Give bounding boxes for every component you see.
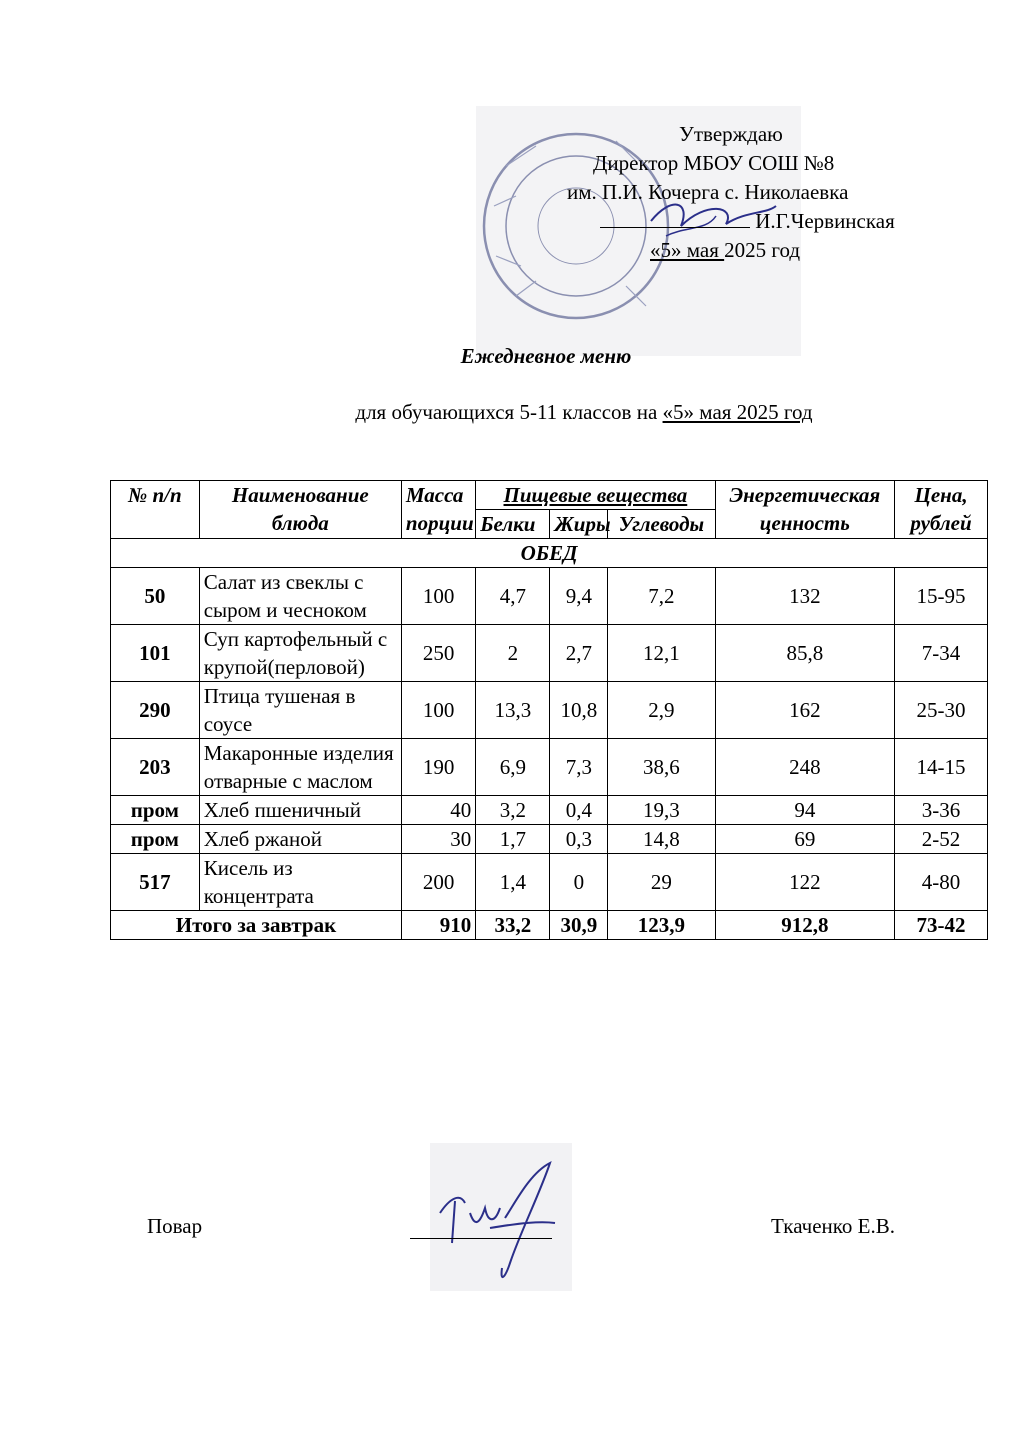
header-name: Наименование блюда xyxy=(199,481,401,539)
total-proteins: 33,2 xyxy=(476,911,550,940)
page-subtitle xyxy=(0,400,1024,425)
cell-energy: 248 xyxy=(715,739,895,796)
cell-proteins: 3,2 xyxy=(476,796,550,825)
cell-energy: 85,8 xyxy=(715,625,895,682)
cook-signature-area xyxy=(430,1143,572,1291)
cell-energy: 132 xyxy=(715,568,895,625)
cell-num: 517 xyxy=(111,854,200,911)
cell-name: Хлеб ржаной xyxy=(199,825,401,854)
cook-signature-line xyxy=(410,1238,552,1239)
cell-mass: 30 xyxy=(401,825,475,854)
cell-proteins: 6,9 xyxy=(476,739,550,796)
signature-icon xyxy=(430,1143,572,1291)
cell-energy: 69 xyxy=(715,825,895,854)
cell-price: 14-15 xyxy=(895,739,988,796)
header-num: № п/п xyxy=(111,481,200,539)
approval-line-3: им. П.И. Кочерга с. Николаевка xyxy=(567,180,849,204)
cell-mass: 40 xyxy=(401,796,475,825)
table-row xyxy=(111,625,988,682)
table-row xyxy=(111,825,988,854)
cell-proteins: 2 xyxy=(476,625,550,682)
menu-table xyxy=(110,480,988,940)
approval-date-year: 2025 год xyxy=(724,238,801,262)
cell-name: Салат из свеклы с сыром и чесноком xyxy=(199,568,401,625)
cell-mass: 100 xyxy=(401,682,475,739)
cell-energy: 94 xyxy=(715,796,895,825)
cell-carbs: 29 xyxy=(608,854,715,911)
total-energy: 912,8 xyxy=(715,911,895,940)
table-row xyxy=(111,739,988,796)
cell-proteins: 13,3 xyxy=(476,682,550,739)
total-carbs: 123,9 xyxy=(608,911,715,940)
page-title: Ежедневное меню xyxy=(460,344,632,368)
cell-proteins: 1,7 xyxy=(476,825,550,854)
total-price: 73-42 xyxy=(895,911,988,940)
cell-carbs: 2,9 xyxy=(608,682,715,739)
section-row xyxy=(111,539,988,568)
cell-name: Кисель из концентрата xyxy=(199,854,401,911)
cell-price: 3-36 xyxy=(895,796,988,825)
cell-num: 203 xyxy=(111,739,200,796)
table-row xyxy=(111,682,988,739)
cell-mass: 190 xyxy=(401,739,475,796)
header-energy: Энергетическая ценность xyxy=(715,481,895,539)
header-proteins: Белки xyxy=(476,510,550,539)
cell-carbs: 38,6 xyxy=(608,739,715,796)
subtitle-date: «5» мая 2025 год xyxy=(662,400,813,424)
cell-num: 290 xyxy=(111,682,200,739)
cell-carbs: 19,3 xyxy=(608,796,715,825)
table-header-row xyxy=(111,481,988,510)
cell-mass: 250 xyxy=(401,625,475,682)
total-label: Итого за завтрак xyxy=(111,911,402,940)
total-row xyxy=(111,911,988,940)
cell-carbs: 7,2 xyxy=(608,568,715,625)
cell-carbs: 12,1 xyxy=(608,625,715,682)
signatory-name: И.Г.Червинская xyxy=(755,209,895,233)
cell-fats: 0,4 xyxy=(550,796,608,825)
cell-mass: 200 xyxy=(401,854,475,911)
cell-num: пром xyxy=(111,825,200,854)
signature-blank xyxy=(600,207,750,228)
cell-proteins: 4,7 xyxy=(476,568,550,625)
header-price: Цена, рублей xyxy=(895,481,988,539)
header-nutrients: Пищевые вещества xyxy=(476,481,715,510)
cook-role: Повар xyxy=(147,1214,203,1238)
approval-date xyxy=(650,236,800,265)
cell-name: Суп картофельный с крупой(перловой) xyxy=(199,625,401,682)
cell-proteins: 1,4 xyxy=(476,854,550,911)
cell-fats: 7,3 xyxy=(550,739,608,796)
subtitle-text: для обучающихся 5-11 классов на xyxy=(355,400,663,424)
cell-fats: 0,3 xyxy=(550,825,608,854)
approval-line-2: Директор МБОУ СОШ №8 xyxy=(593,151,835,175)
cell-name: Птица тушеная в соусе xyxy=(199,682,401,739)
table-row xyxy=(111,854,988,911)
cell-price: 2-52 xyxy=(895,825,988,854)
cell-num: 101 xyxy=(111,625,200,682)
cook-name: Ткаченко Е.В. xyxy=(771,1214,896,1238)
cell-mass: 100 xyxy=(401,568,475,625)
cell-price: 25-30 xyxy=(895,682,988,739)
cell-fats: 10,8 xyxy=(550,682,608,739)
table-row xyxy=(111,796,988,825)
cell-price: 7-34 xyxy=(895,625,988,682)
header-fats: Жиры xyxy=(550,510,608,539)
approval-signature-line xyxy=(600,207,895,236)
cell-energy: 162 xyxy=(715,682,895,739)
cell-price: 4-80 xyxy=(895,854,988,911)
header-mass: Масса порции xyxy=(401,481,475,539)
cell-num: 50 xyxy=(111,568,200,625)
total-mass: 910 xyxy=(401,911,475,940)
approval-line-1: Утверждаю xyxy=(679,122,783,146)
cell-fats: 0 xyxy=(550,854,608,911)
cell-fats: 9,4 xyxy=(550,568,608,625)
cell-energy: 122 xyxy=(715,854,895,911)
header-carbs: Углеводы xyxy=(608,510,715,539)
cell-carbs: 14,8 xyxy=(608,825,715,854)
cell-name: Хлеб пшеничный xyxy=(199,796,401,825)
approval-date-day: «5» мая xyxy=(650,238,725,262)
table-row xyxy=(111,568,988,625)
cell-price: 15-95 xyxy=(895,568,988,625)
section-title: ОБЕД xyxy=(111,539,988,568)
cell-name: Макаронные изделия отварные с маслом xyxy=(199,739,401,796)
total-fats: 30,9 xyxy=(550,911,608,940)
cell-fats: 2,7 xyxy=(550,625,608,682)
cell-num: пром xyxy=(111,796,200,825)
